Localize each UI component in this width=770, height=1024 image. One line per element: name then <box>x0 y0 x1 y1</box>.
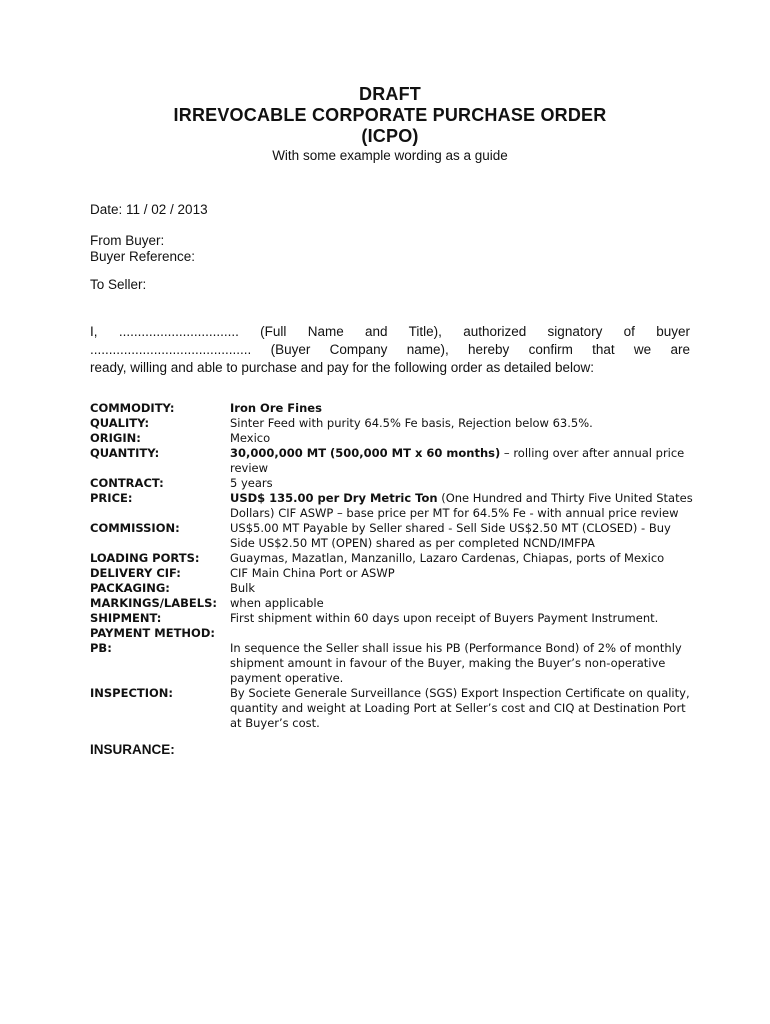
date-line: Date: 11 / 02 / 2013 <box>90 202 208 217</box>
buyer-reference-line: Buyer Reference: <box>90 249 196 264</box>
spec-row <box>90 491 698 521</box>
spec-label: INSPECTION: <box>90 686 174 700</box>
spec-label: PAYMENT METHOD: <box>90 626 215 640</box>
document-meta <box>90 201 690 293</box>
spec-label: SHIPMENT: <box>90 611 162 625</box>
declaration-line-1: I, ................................ (Full Name and Title), authorized signatory of buyer <box>90 324 690 339</box>
spec-row <box>90 431 698 446</box>
spec-label: CONTRACT: <box>90 476 164 490</box>
document-title-abbreviation: (ICPO) <box>361 126 419 146</box>
spec-label: PB: <box>90 641 112 655</box>
declaration-line-2: ........................................... (Buyer Company name), hereby confirm that we are <box>90 342 690 357</box>
spec-row <box>90 566 698 581</box>
spec-label: DELIVERY CIF: <box>90 566 181 580</box>
declaration-paragraph <box>90 323 690 377</box>
spec-row <box>90 476 698 491</box>
spec-row <box>90 416 698 431</box>
spec-value: Guaymas, Mazatlan, Manzanillo, Lazaro Cardenas, Chiapas, ports of Mexico <box>230 551 665 565</box>
spec-label: PRICE: <box>90 491 133 505</box>
spec-value: CIF Main China Port or ASWP <box>230 566 395 580</box>
spec-row <box>90 581 698 596</box>
spec-row <box>90 596 698 611</box>
from-buyer-line: From Buyer: <box>90 233 165 248</box>
spec-value: Bulk <box>230 581 256 595</box>
spec-value: 5 years <box>230 476 273 490</box>
spec-value: In sequence the Seller shall issue his PB (Performance Bond) of 2% of monthly shipment amount in favour of the Buyer, making the Buyer’s non-operative payment operative. <box>230 641 682 685</box>
document-subtitle: With some example wording as a guide <box>272 148 508 163</box>
spec-row <box>90 551 698 566</box>
spec-row <box>90 521 698 551</box>
spec-label: COMMODITY: <box>90 401 175 415</box>
spec-row <box>90 641 698 686</box>
spec-value <box>230 626 698 641</box>
document-header <box>90 84 690 165</box>
spec-label: PACKAGING: <box>90 581 170 595</box>
spec-label: LOADING PORTS: <box>90 551 200 565</box>
spec-label: COMMISSION: <box>90 521 180 535</box>
document-title: IRREVOCABLE CORPORATE PURCHASE ORDER <box>173 105 607 125</box>
declaration-line-3: ready, willing and able to purchase and pay for the following order as detailed below: <box>90 360 595 375</box>
insurance-label: INSURANCE: <box>90 742 175 757</box>
spec-label: ORIGIN: <box>90 431 141 445</box>
draft-label: DRAFT <box>359 84 421 104</box>
spec-value: First shipment within 60 days upon receipt of Buyers Payment Instrument. <box>230 611 659 625</box>
spec-row <box>90 611 698 626</box>
spec-value: Mexico <box>230 431 271 445</box>
spec-row <box>90 686 698 731</box>
spec-label: QUANTITY: <box>90 446 160 460</box>
spec-label: QUALITY: <box>90 416 150 430</box>
spec-value: USD$ 135.00 per Dry Metric Ton (One Hundred and Thirty Five United States Dollars) CIF ASWP – base price per MT for 64.5% Fe - with annual price review <box>230 491 693 520</box>
spec-value: when applicable <box>230 596 324 610</box>
spec-row <box>90 446 698 476</box>
spec-value: US$5.00 MT Payable by Seller shared - Sell Side US$2.50 MT (CLOSED) - Buy Side US$2.50 MT (OPEN) shared as per completed NCND/IMFPA <box>230 521 671 550</box>
spec-value: Sinter Feed with purity 64.5% Fe basis, Rejection below 63.5%. <box>230 416 593 430</box>
spec-value: By Societe Generale Surveillance (SGS) Export Inspection Certificate on quality, quantity and weight at Loading Port at Seller’s cost and CIQ at Destination Port at Buyer’s cost. <box>230 686 690 730</box>
to-seller-line: To Seller: <box>90 277 147 292</box>
spec-value: 30,000,000 MT (500,000 MT x 60 months) – rolling over after annual price review <box>230 446 685 475</box>
spec-value: Iron Ore Fines <box>230 401 322 415</box>
spec-label: MARKINGS/LABELS: <box>90 596 217 610</box>
spec-row <box>90 626 698 641</box>
spec-table <box>90 401 698 731</box>
spec-row <box>90 401 698 416</box>
